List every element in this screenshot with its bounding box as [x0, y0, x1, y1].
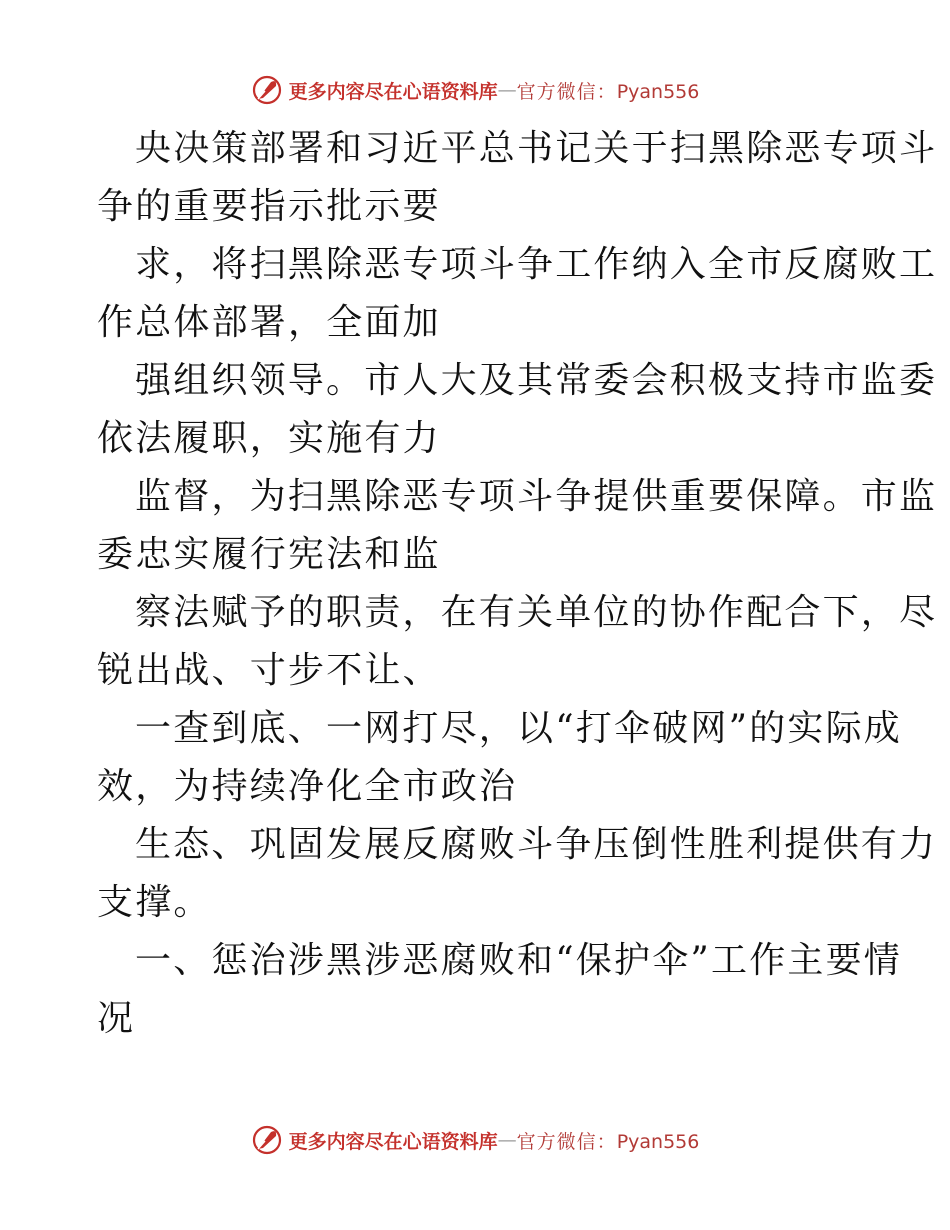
wechat-id: Pyan556: [616, 80, 700, 103]
wechat-label: 官方微信：: [516, 1130, 617, 1153]
wechat-label: 官方微信：: [516, 80, 617, 103]
body-line: 央决策部署和习近平总书记关于扫黑除恶专项斗: [135, 128, 938, 169]
body-line: 监督，为扫黑除恶专项斗争提供重要保障。市监: [135, 476, 938, 517]
body-line: 一查到底、一网打尽，以“打伞破网”的实际成: [135, 708, 903, 749]
body-line: 锐出战、寸步不让、: [97, 650, 441, 691]
body-line: 委忠实履行宪法和监: [97, 534, 441, 575]
header-banner: [0, 70, 950, 110]
body-line: 依法履职，实施有力: [97, 418, 441, 459]
banner-separator: —: [497, 79, 517, 101]
footer-banner: [0, 1120, 950, 1160]
body-line: 争的重要指示批示要: [97, 186, 441, 227]
body-line: 支撑。: [97, 882, 212, 923]
feather-pen-logo-icon: [251, 1124, 283, 1156]
body-line: 生态、巩固发展反腐败斗争压倒性胜利提供有力: [135, 824, 938, 865]
section-heading-continuation: 况: [97, 998, 136, 1039]
feather-pen-logo-icon: [251, 74, 283, 106]
wechat-id: Pyan556: [616, 1130, 700, 1153]
document-body: [97, 120, 938, 1048]
wechat-info: [517, 1127, 700, 1154]
body-line: 强组织领导。市人大及其常委会积极支持市监委: [135, 360, 938, 401]
body-line: 求，将扫黑除恶专项斗争工作纳入全市反腐败工: [135, 244, 938, 285]
site-promo-text: 更多内容尽在心语资料库: [288, 1130, 498, 1153]
wechat-info: [517, 77, 700, 104]
banner-separator: —: [497, 1129, 517, 1151]
body-line: 作总体部署，全面加: [97, 302, 441, 343]
section-heading: 一、惩治涉黑涉恶腐败和“保护伞”工作主要情: [135, 940, 903, 981]
body-line: 察法赋予的职责，在有关单位的协作配合下，尽: [135, 592, 938, 633]
body-line: 效，为持续净化全市政治: [97, 766, 518, 807]
site-promo-text: 更多内容尽在心语资料库: [288, 80, 498, 103]
